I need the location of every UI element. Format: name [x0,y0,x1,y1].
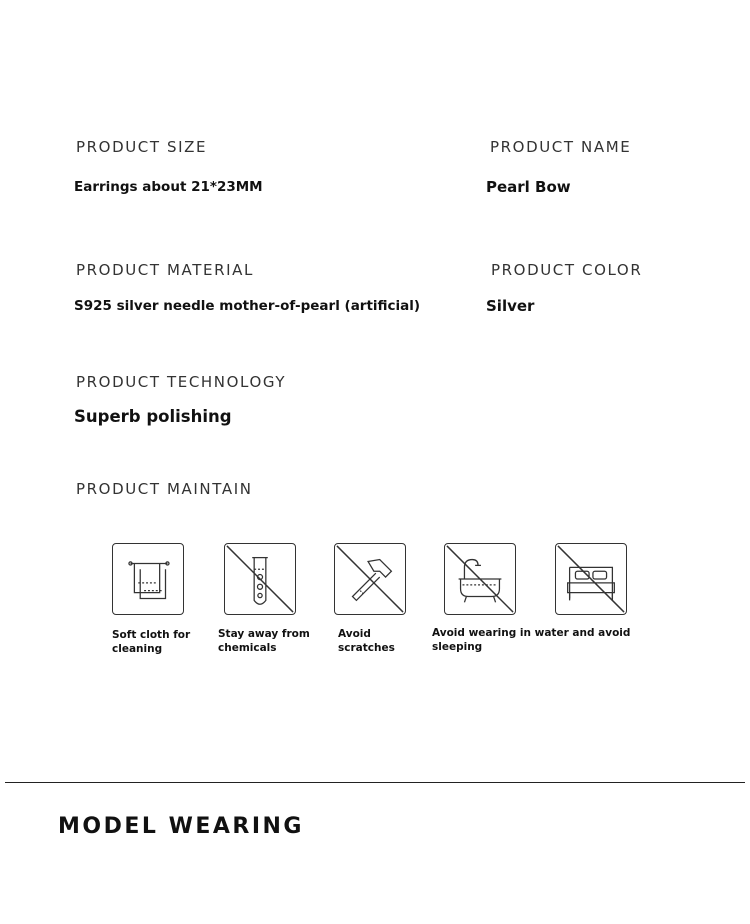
product-size-label: PRODUCT SIZE [76,138,208,156]
caption-line: sleeping [432,641,483,653]
caption-line: cleaning [112,643,163,655]
product-color-label: PRODUCT COLOR [491,261,643,279]
no-bed-icon [555,543,627,615]
caption-line: scratches [338,642,395,654]
caption-line: Avoid [338,628,371,640]
caption-soft-cloth [112,628,190,656]
product-technology-label: PRODUCT TECHNOLOGY [76,373,287,391]
model-wearing-title: MODEL WEARING [58,814,304,839]
caption-line: chemicals [218,642,277,654]
product-name-label: PRODUCT NAME [490,138,632,156]
product-material-value: S925 silver needle mother-of-pearl (artificial) [74,298,421,314]
product-material-label: PRODUCT MATERIAL [76,261,254,279]
section-divider [5,782,745,783]
caption-scratches [338,627,395,655]
caption-line: Avoid wearing in water and avoid [432,627,631,639]
caption-chemicals [218,627,310,655]
product-size-value: Earrings about 21*23MM [74,179,263,195]
caption-line: Soft cloth for [112,629,191,641]
product-maintain-label: PRODUCT MAINTAIN [76,480,253,498]
towel-icon [112,543,184,615]
no-chemicals-icon [224,543,296,615]
no-hammer-icon [334,543,406,615]
product-technology-value: Superb polishing [74,407,232,426]
no-bath-icon [444,543,516,615]
caption-water-sleeping [432,626,630,654]
product-name-value: Pearl Bow [486,178,571,196]
caption-line: Stay away from [218,628,310,640]
product-color-value: Silver [486,297,535,315]
